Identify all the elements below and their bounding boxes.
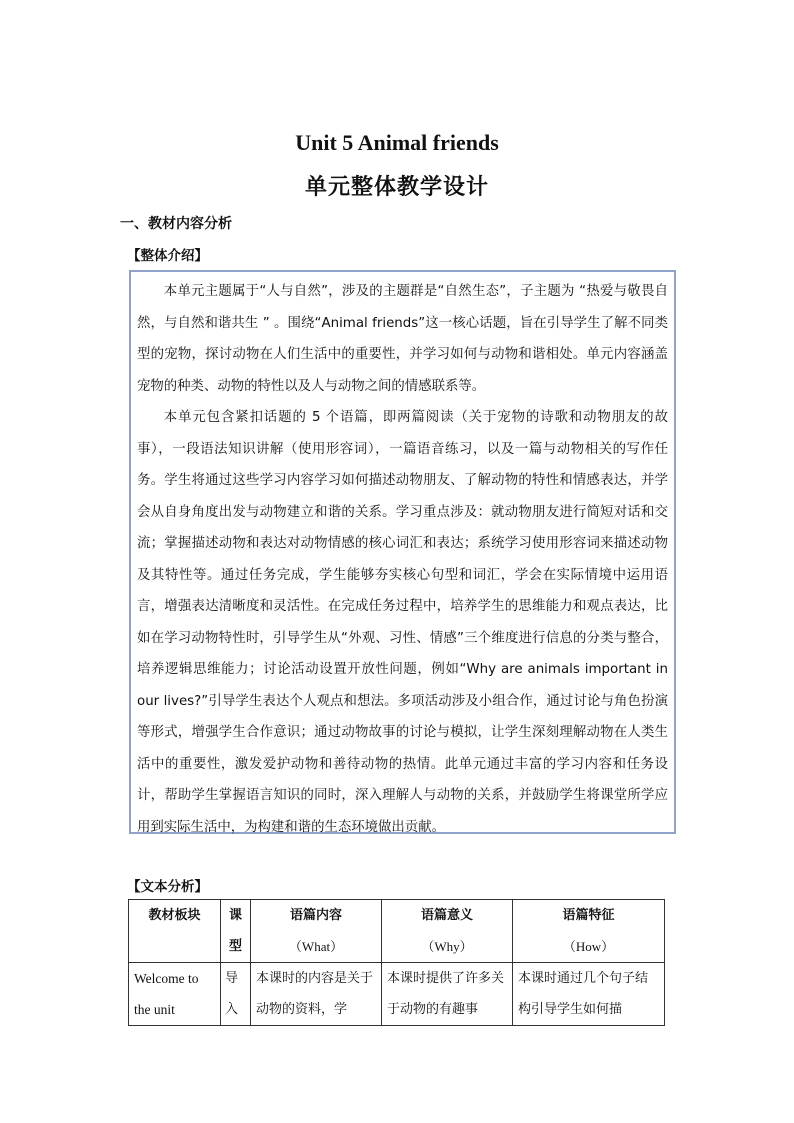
intro-paragraph-1: 本单元主题属于“人与自然”，涉及的主题群是“自然生态”，子主题为 “热爱与敬畏自然，与自然和谐共生 ” 。围绕“Animal friends”这一核心话题，旨在引导学生了解不同类型的宠物，探讨动物在人们生活中的重要性，并学习如何与动物和谐相处。单元内容涵盖宠物的种类、动物的特性以及人与动物之间的情感联系等。 (137, 284, 668, 394)
cell-meaning: 本课时提供了许多关于动物的有趣事 (382, 963, 513, 1026)
page-title-english: Unit 5 Animal friends (295, 130, 499, 155)
table-row (129, 963, 665, 1026)
header-meaning: 语篇意义 （Why） (382, 900, 513, 963)
subheading-overall-intro: 【整体介绍】 (127, 248, 208, 264)
subheading-text-analysis: 【文本分析】 (127, 879, 208, 895)
page-title-chinese: 单元整体教学设计 (304, 175, 489, 200)
intro-text-box (129, 270, 676, 834)
cell-features: 本课时通过几个句子结构引导学生如何描 (513, 963, 665, 1026)
intro-paragraph-2: 本单元包含紧扣话题的 5 个语篇，即两篇阅读（关于宠物的诗歌和动物朋友的故事），一段语法知识讲解（使用形容词），一篇语音练习，以及一篇与动物相关的写作任务。学生将通过这些学习内容学习如何描述动物朋友、了解动物的特性和情感表达，并学会从自身角度出发与动物建立和谐的关系。学习重点涉及：就动物朋友进行简短对话和交流；掌握描述动物和表达对动物情感的核心词汇和表达；系统学习使用形容词来描述动物及其特性等。通过任务完成，学生能够夯实核心句型和词汇，学会在实际情境中运用语言，增强表达清晰度和灵活性。在完成任务过程中，培养学生的思维能力和观点表达，比如在学习动物特性时，引导学生从“外观、习性、情感”三个维度进行信息的分类与整合，培养逻辑思维能力；讨论活动设置开放性问题，例如“Why are animals important in our lives?”引导学生表达个人观点和想法。多项活动涉及小组合作，通过讨论与角色扮演等形式，增强学生合作意识；通过动物故事的讨论与模拟，让学生深刻理解动物在人类生活中的重要性，激发爱护动物和善待动物的热情。此单元通过丰富的学习内容和任务设计，帮助学生掌握语言知识的同时，深入理解人与动物的关系，并鼓励学生将课堂所学应用到实际生活中，为构建和谐的生态环境做出贡献。 (137, 410, 668, 835)
header-lesson-type: 课型 (221, 900, 251, 963)
cell-content: 本课时的内容是关于动物的资料，学 (251, 963, 382, 1026)
text-analysis-table (128, 899, 665, 1026)
cell-module: Welcome to the unit (129, 963, 221, 1026)
table-header-row (129, 900, 665, 963)
header-content: 语篇内容 （What） (251, 900, 382, 963)
section-heading-content-analysis: 一、教材内容分析 (120, 216, 232, 232)
header-module: 教材板块 (129, 900, 221, 963)
header-features: 语篇特征 （How） (513, 900, 665, 963)
cell-lesson-type: 导入 (221, 963, 251, 1026)
